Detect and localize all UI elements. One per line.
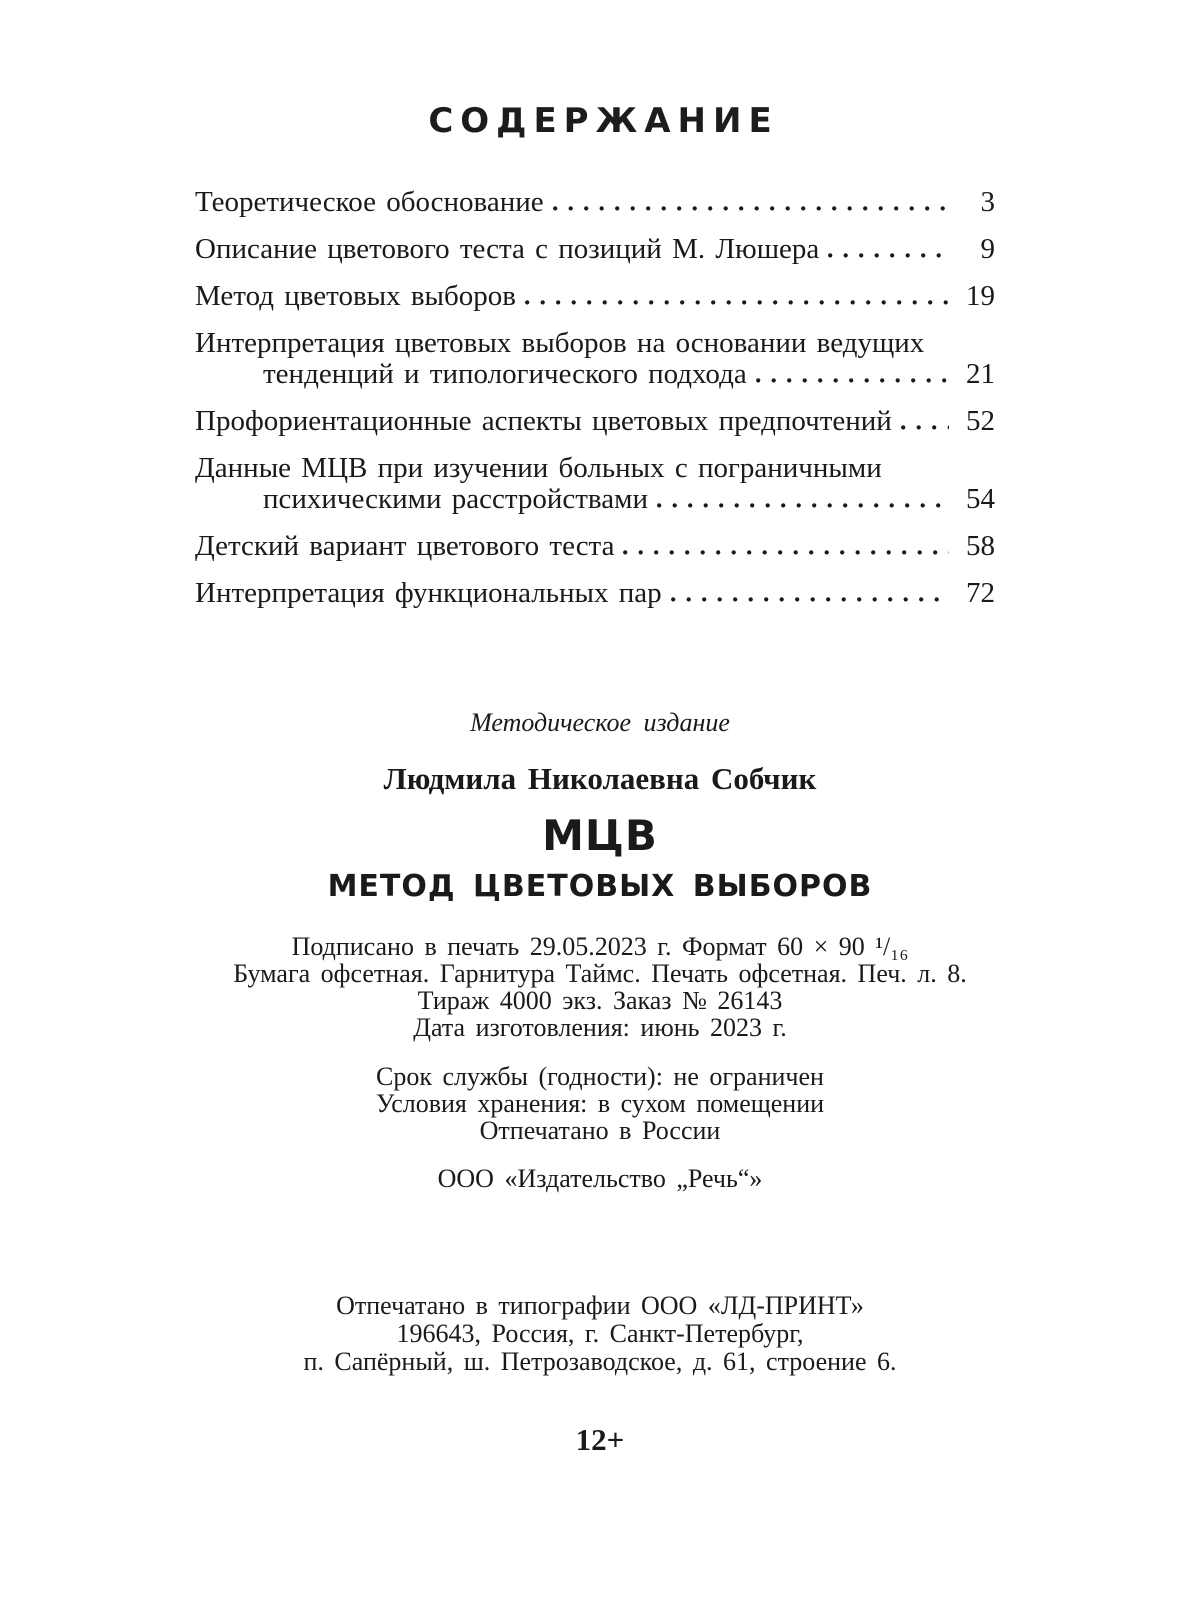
book-title-abbreviation: МЦВ xyxy=(542,811,658,860)
dot-leader xyxy=(657,503,949,508)
toc-page-number: 58 xyxy=(966,530,995,562)
dot-leader xyxy=(671,597,949,602)
toc-entry-label: тенденций и типологического подхода xyxy=(263,358,747,390)
dot-leader xyxy=(623,550,949,555)
dot-leader xyxy=(756,378,949,383)
toc-entry-label: Метод цветовых выборов xyxy=(195,280,516,312)
print-details-line: Бумага офсетная. Гарнитура Таймс. Печать офсетная. Печ. л. 8. xyxy=(233,959,967,988)
book-title-full: МЕТОД ЦВЕТОВЫХ ВЫБОРОВ xyxy=(327,869,873,904)
toc-entry-label: Интерпретация функциональных пар xyxy=(195,577,662,609)
author-name: Людмила Николаевна Собчик xyxy=(383,761,817,796)
age-rating-badge: 12+ xyxy=(575,1422,625,1457)
toc-entry-row xyxy=(195,531,995,562)
dot-leader xyxy=(525,300,949,305)
toc-entry-label: Детский вариант цветового теста xyxy=(195,530,615,562)
printer-details-line: 196643, Россия, г. Санкт-Петербург, xyxy=(396,1319,804,1348)
toc-page-number: 52 xyxy=(966,405,995,437)
toc-page-number: 54 xyxy=(966,483,995,515)
toc-entry-label: Профориентационные аспекты цветовых предпочтений xyxy=(195,405,892,437)
toc-page-number: 21 xyxy=(966,358,995,390)
print-details-block xyxy=(0,933,1200,1041)
printer-details-line: Отпечатано в типографии ООО «ЛД-ПРИНТ» xyxy=(336,1291,864,1320)
toc-entry-label: психическими расстройствами xyxy=(263,483,648,515)
contents-title: СОДЕРЖАНИЕ xyxy=(428,101,779,141)
toc-page-number: 3 xyxy=(980,186,995,218)
dot-leader xyxy=(553,206,949,211)
edition-type-label: Методическое издание xyxy=(470,708,730,737)
toc-entry-label: Описание цветового теста с позиций М. Люшера xyxy=(195,233,820,265)
toc-entry-continuation-row xyxy=(195,484,995,515)
toc-entry-row xyxy=(195,234,995,265)
table-of-contents xyxy=(195,187,995,609)
toc-entry-label: Теоретическое обоснование xyxy=(195,186,544,218)
printer-details-line: п. Сапёрный, ш. Петрозаводское, д. 61, строение 6. xyxy=(303,1347,897,1376)
service-details-line: Отпечатано в России xyxy=(479,1116,721,1145)
service-details-block xyxy=(0,1063,1200,1144)
toc-entry-continuation-row xyxy=(195,359,995,390)
toc-page-number: 9 xyxy=(980,233,995,265)
dot-leader xyxy=(901,425,949,430)
toc-entry-row xyxy=(195,453,995,484)
toc-page-number: 19 xyxy=(966,280,995,312)
toc-entry-row xyxy=(195,578,995,609)
toc-entry-row xyxy=(195,406,995,437)
service-details-line: Срок службы (годности): не ограничен xyxy=(376,1062,824,1091)
print-details-line: Дата изготовления: июнь 2023 г. xyxy=(413,1013,787,1042)
service-details-line: Условия хранения: в сухом помещении xyxy=(375,1089,825,1118)
toc-entry-row xyxy=(195,187,995,218)
toc-page-number: 72 xyxy=(966,577,995,609)
printer-details-block xyxy=(0,1292,1200,1376)
colophon-section xyxy=(0,707,1200,1457)
toc-entry-label: Интерпретация цветовых выборов на основании ведущих xyxy=(195,327,925,359)
toc-entry-row xyxy=(195,281,995,312)
publisher-name: ООО «Издательство „Речь“» xyxy=(437,1164,763,1193)
dot-leader xyxy=(828,253,949,258)
toc-entry-label: Данные МЦВ при изучении больных с пограничными xyxy=(195,452,882,484)
toc-entry-row xyxy=(195,328,995,359)
print-details-line: Подписано в печать 29.05.2023 г. Формат 60 × 90 ¹/₁₆ xyxy=(291,932,909,961)
print-details-line: Тираж 4000 экз. Заказ № 26143 xyxy=(417,986,783,1015)
